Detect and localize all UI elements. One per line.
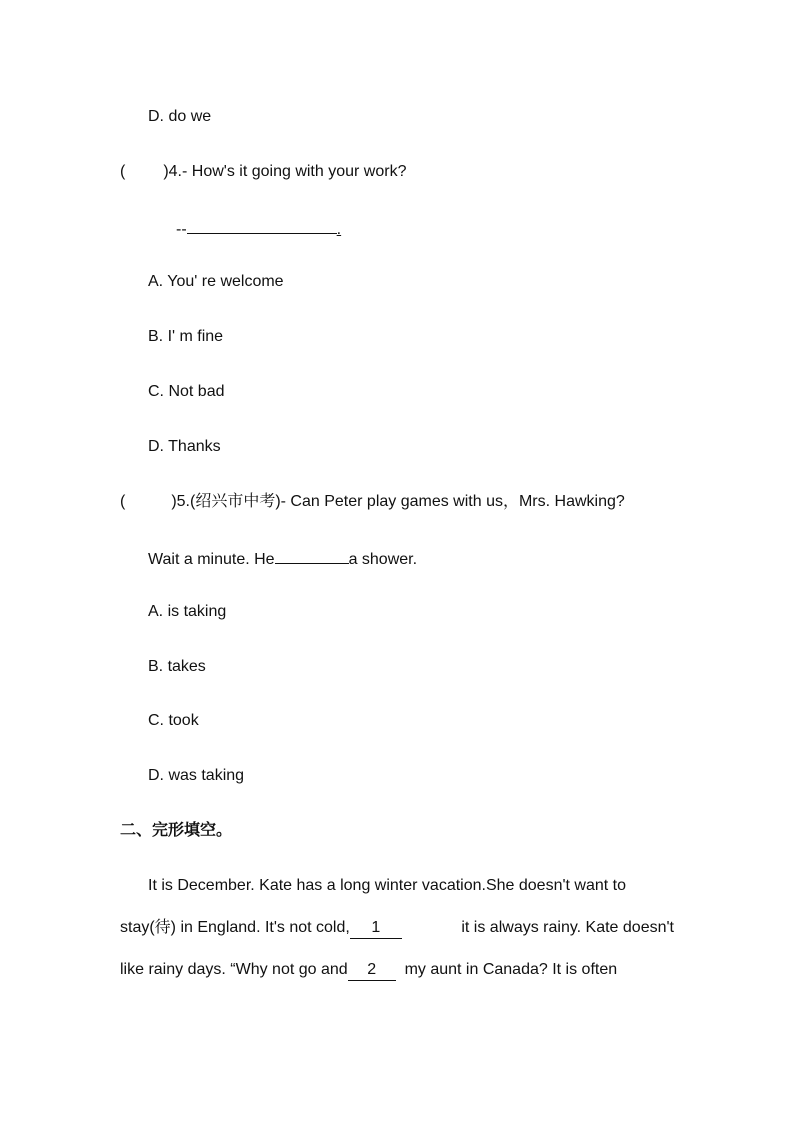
q4-answer-prefix: -- bbox=[176, 221, 187, 238]
passage-line-2 bbox=[120, 918, 674, 939]
q5-option-d: D. was taking bbox=[148, 767, 245, 784]
passage-line-2-b: it is always rainy. Kate doesn't bbox=[461, 919, 674, 936]
q5-option-a: A. is taking bbox=[148, 603, 227, 620]
section-heading: 二、完形填空。 bbox=[120, 822, 233, 839]
q4-option-a: A. You' re welcome bbox=[148, 273, 284, 290]
q5-option-c: C. took bbox=[148, 712, 199, 729]
q5-line2 bbox=[148, 547, 417, 570]
passage-line-2-text-a: stay(待) in England. It's not cold, bbox=[120, 919, 350, 936]
cloze-blank-1[interactable]: 1 bbox=[350, 918, 402, 939]
q5-stem: 5.(绍兴市中考)- Can Peter play games with us，Mrs. Hawking? bbox=[176, 493, 625, 510]
q4-stem: 4.- How's it going with your work? bbox=[168, 163, 407, 180]
q5-question bbox=[120, 492, 625, 512]
q4-paren-open: ( bbox=[120, 163, 126, 180]
q4-option-b: B. I' m fine bbox=[148, 328, 224, 345]
q5-line2-before: Wait a minute. He bbox=[148, 551, 275, 568]
q4-answer-end: . bbox=[336, 221, 342, 238]
q5-option-b: B. takes bbox=[148, 658, 206, 675]
q3-option-d: D. do we bbox=[148, 108, 212, 125]
passage-line-2-a bbox=[120, 918, 402, 939]
q4-paren-close: ) bbox=[163, 163, 169, 180]
q5-paren-close: ) bbox=[171, 493, 177, 510]
q4-answer-line bbox=[176, 217, 341, 240]
q4-question bbox=[120, 162, 406, 182]
q5-blank[interactable] bbox=[275, 547, 349, 564]
passage-line-3 bbox=[120, 960, 617, 981]
passage-line-3-a: like rainy days. “Why not go and bbox=[120, 961, 348, 978]
cloze-blank-2[interactable]: 2 bbox=[348, 960, 396, 981]
q5-paren-open: ( bbox=[120, 493, 126, 510]
passage-line-3-b: my aunt in Canada? It is often bbox=[404, 961, 618, 978]
q5-line2-after: a shower. bbox=[348, 551, 418, 568]
passage-line-1: It is December. Kate has a long winter vacation.She doesn't want to bbox=[148, 877, 626, 894]
q4-option-d: D. Thanks bbox=[148, 438, 221, 455]
q4-answer-blank[interactable] bbox=[187, 217, 337, 234]
q4-option-c: C. Not bad bbox=[148, 383, 225, 400]
